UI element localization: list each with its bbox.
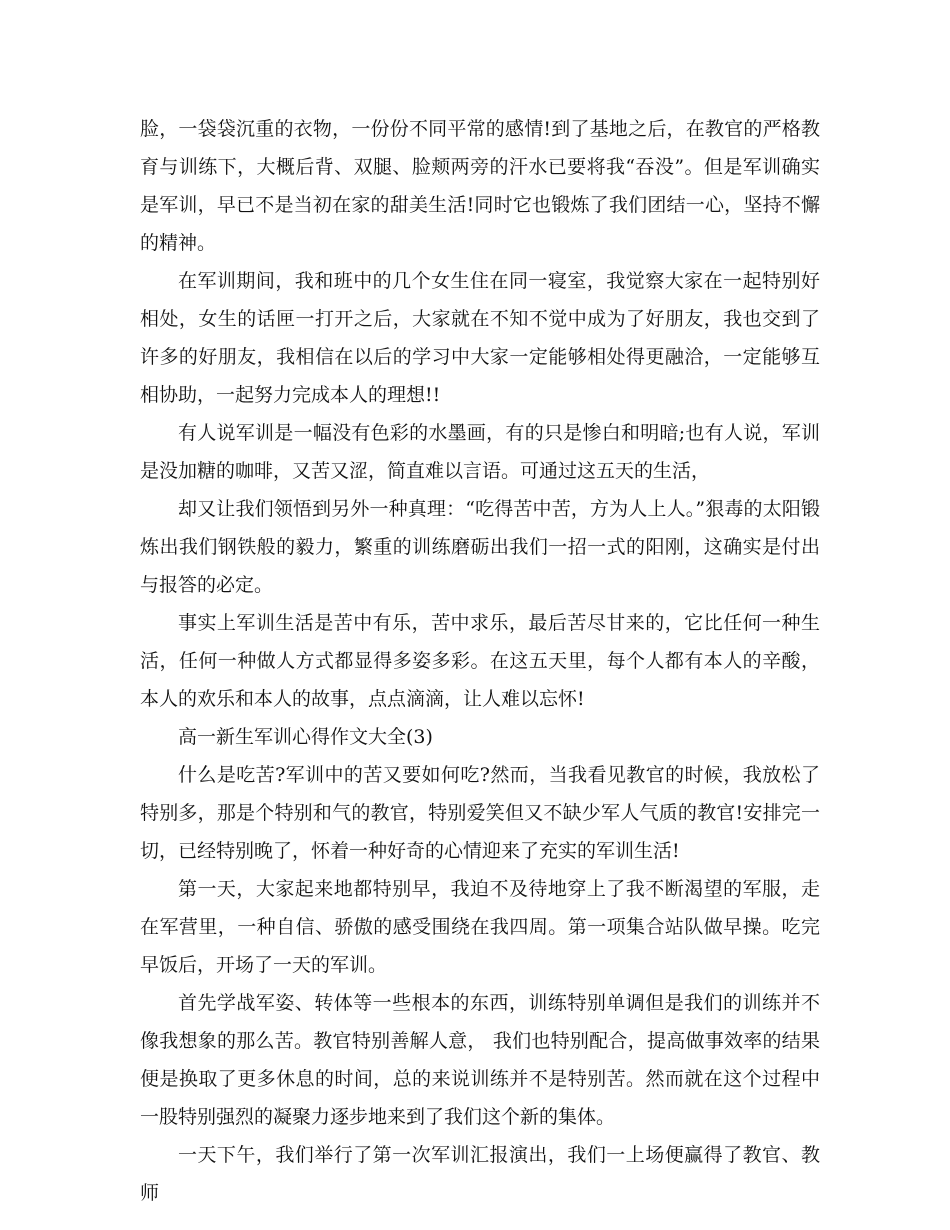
section-heading: 高一新生军训心得作文大全(3) — [178, 726, 433, 748]
paragraph-4: 却又让我们领悟到另外一种真理：“吃得苦中苦，方为人上人。”狠毒的太阳锻炼出我们钢铁般的毅力，繁重的训练磨砺出我们一招一式的阳刚，这确实是付出与报答的必定。 — [140, 498, 820, 596]
paragraph-8: 首先学战军姿、转体等一些根本的东西，训练特别单调但是我们的训练并不像我想象的那么苦。教官特别善解人意， 我们也特别配合，提高做事效率的结果便是换取了更多休息的时间，总的来说训练并不是特别苦。然而就在这个过程中一股特别强烈的凝聚力逐步地来到了我们这个新的集体。 — [140, 992, 820, 1128]
paragraph-7: 第一天，大家起来地都特别早，我迫不及待地穿上了我不断渴望的军服，走在军营里，一种自信、骄傲的感受围绕在我四周。第一项集合站队做早操。吃完早饭后，开场了一天的军训。 — [140, 878, 820, 976]
paragraph-3: 有人说军训是一幅没有色彩的水墨画，有的只是惨白和明暗;也有人说，军训是没加糖的咖啡，又苦又涩，简直难以言语。可通过这五天的生活， — [140, 422, 820, 482]
paragraph-1: 脸，一袋袋沉重的衣物，一份份不同平常的感情!到了基地之后，在教官的严格教育与训练下，大概后背、双腿、脸颊两旁的汗水已要将我“吞没”。但是军训确实是军训，早已不是当初在家的甜美生活!同时它也锻炼了我们团结一心，坚持不懈的精神。 — [140, 118, 820, 254]
paragraph-9: 一天下午，我们举行了第一次军训汇报演出，我们一上场便赢得了教官、教师 — [140, 1144, 820, 1204]
document-body — [140, 110, 820, 1212]
paragraph-6: 什么是吃苦?军训中的苦又要如何吃?然而，当我看见教官的时候，我放松了特别多，那是个特别和气的教官，特别爱笑但又不缺少军人气质的教官!安排完一切，已经特别晚了，怀着一种好奇的心情迎来了充实的军训生活! — [140, 764, 820, 862]
paragraph-5: 事实上军训生活是苦中有乐，苦中求乐，最后苦尽甘来的，它比任何一种生活，任何一种做人方式都显得多姿多彩。在这五天里，每个人都有本人的辛酸，本人的欢乐和本人的故事，点点滴滴，让人难以忘怀! — [140, 612, 820, 710]
paragraph-2: 在军训期间，我和班中的几个女生住在同一寝室，我觉察大家在一起特别好相处，女生的话匣一打开之后，大家就在不知不觉中成为了好朋友，我也交到了许多的好朋友，我相信在以后的学习中大家一定能够相处得更融洽，一定能够互相协助，一起努力完成本人的理想!! — [140, 270, 820, 406]
